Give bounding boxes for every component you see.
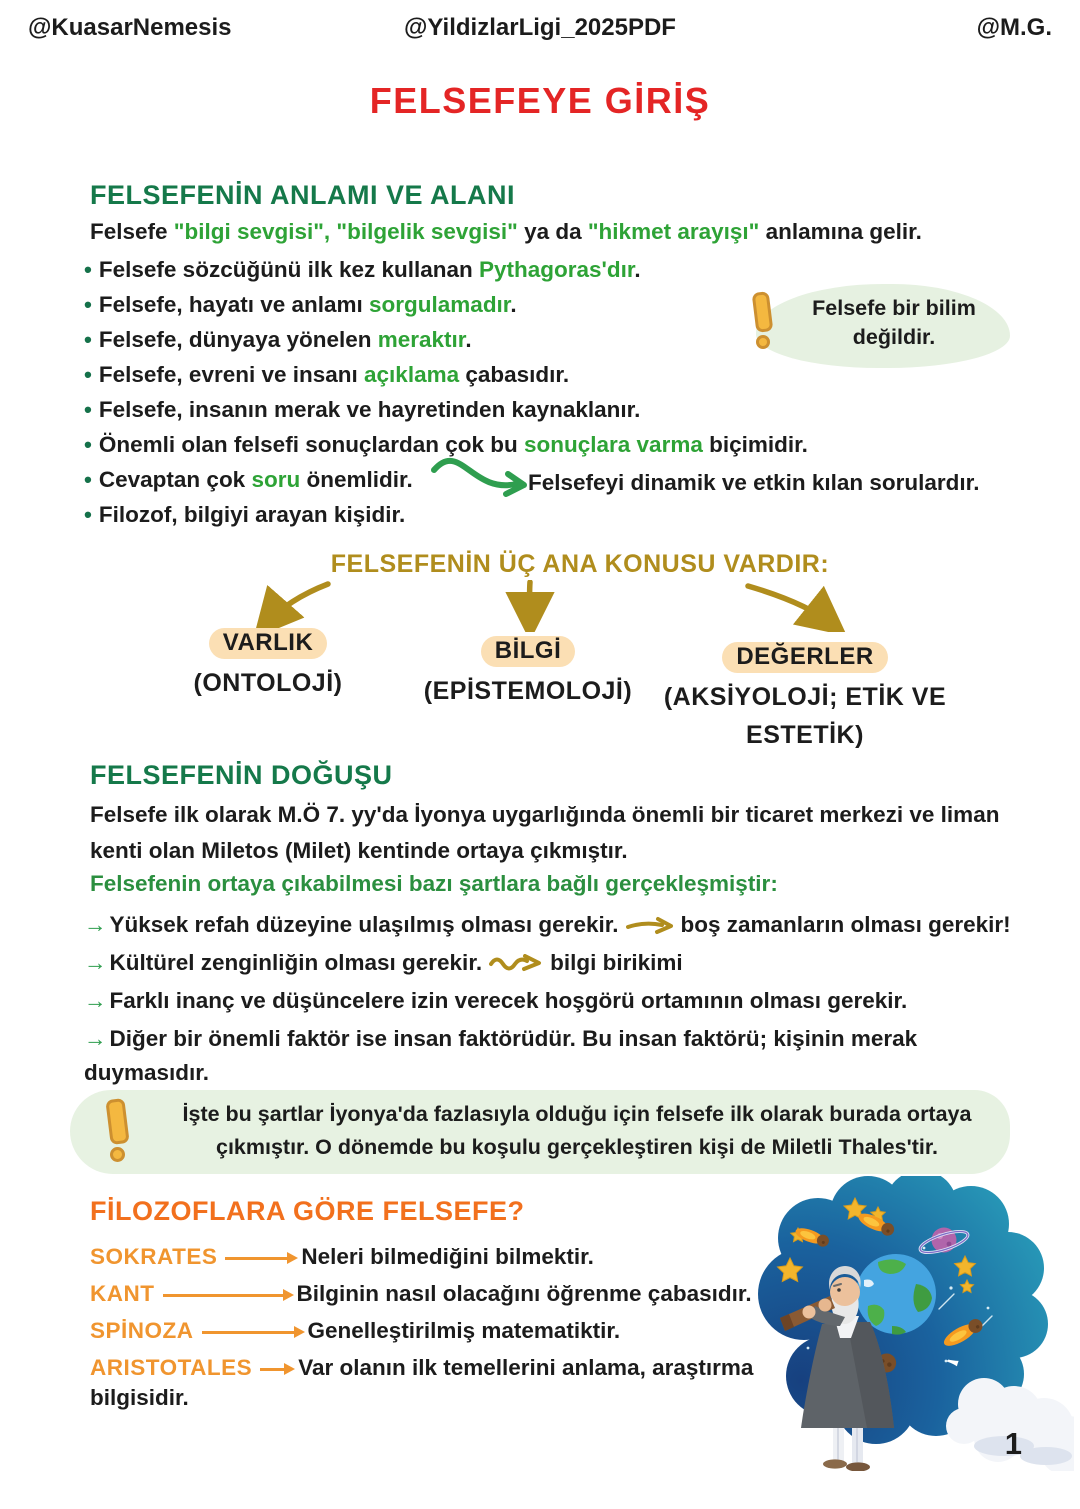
- curved-arrow-icon: [428, 446, 540, 502]
- condition-item: [84, 908, 1036, 942]
- page-title: FELSEFEYE GİRİŞ: [369, 80, 711, 121]
- philosopher-name: SPİNOZA: [90, 1318, 194, 1343]
- condition-item: [84, 984, 1036, 1018]
- branch-label: VARLIK: [209, 628, 328, 659]
- orange-arrow-icon: [225, 1257, 289, 1260]
- intro-line: Felsefe "bilgi sevgisi", "bilgelik sevgisi" ya da "hikmet arayışı" anlamına gelir.: [90, 219, 922, 244]
- exclamation-icon: [754, 292, 780, 349]
- bullet-item: • Önemli olan felsefi sonuçlardan çok bu sonuçlara varma biçimidir.: [84, 431, 874, 459]
- header-center-handle: @YildizlarLigi_2025PDF: [404, 14, 676, 41]
- section2-heading: FELSEFENİN DOĞUŞU: [90, 760, 393, 790]
- condition-text: Diğer bir önemli faktör ise insan faktörüdür. Bu insan faktörü; kişinin merak duymasıdır.: [84, 1026, 918, 1085]
- condition-text: Yüksek refah düzeyine ulaşılmış olması gerekir.: [109, 912, 619, 937]
- bullet-item: • Felsefe, hayatı ve anlamı sorgulamadır.: [84, 291, 874, 319]
- page-header: [28, 14, 1052, 42]
- orange-arrow-icon: [163, 1294, 285, 1297]
- note-bubble-text: Felsefe bir bilim değildir.: [812, 296, 976, 350]
- bullet-item: • Felsefe sözcüğünü ilk kez kullanan Pythagoras'dır.: [84, 256, 874, 284]
- diagram-heading: FELSEFENİN ÜÇ ANA KONUSU VARDIR:: [330, 550, 830, 578]
- condition-text: Farklı inanç ve düşüncelere izin verecek hoşgörü ortamının olması gerekir.: [109, 988, 908, 1013]
- exclamation-icon: [108, 1099, 134, 1162]
- philosopher-definition: Genelleştirilmiş matematiktir.: [307, 1318, 621, 1343]
- condition-text: Kültürel zenginliğin olması gerekir.: [109, 950, 483, 975]
- philosopher-definition: Neleri bilmediğini bilmektir.: [301, 1244, 594, 1269]
- condition-note: boş zamanların olması gerekir!: [680, 912, 1011, 937]
- branch-label: DEĞERLER: [722, 642, 887, 673]
- bullet-item: • Felsefe, evreni ve insanı açıklama çabasıdır.: [84, 361, 874, 389]
- arrow-bullet-icon: →: [84, 950, 107, 975]
- bullet-item: • Felsefe, dünyaya yönelen meraktır.: [84, 326, 874, 354]
- philosopher-name: KANT: [90, 1281, 155, 1306]
- arrow-bullet-icon: →: [84, 912, 107, 937]
- section3-heading: FİLOZOFLARA GÖRE FELSEFE?: [90, 1196, 525, 1226]
- condition-item: [84, 1022, 1036, 1090]
- philosopher-definition: Bilginin nasıl olacağını öğrenme çabasıdır.: [296, 1281, 752, 1306]
- gold-wavy-arrow-icon: [489, 954, 543, 974]
- branch-sublabel: (AKSİYOLOJİ; ETİK VE ESTETİK): [663, 683, 947, 749]
- section2-paragraph: Felsefe ilk olarak M.Ö 7. yy'da İyonya uygarlığında önemli bir ticaret merkezi ve liman kenti olan Miletos (Milet) kentinde ortaya çıkmıştır.: [90, 802, 1000, 863]
- branch-arrows-icon: [200, 580, 880, 632]
- header-right-handle: @M.G.: [976, 14, 1052, 41]
- philosopher-row: [90, 1242, 790, 1272]
- highlight-note-text: İşte bu şartlar İyonya'da fazlasıyla olduğu için felsefe ilk olarak burada ortaya çıkmıştır. O dönemde bu koşulu gerçekleştiren kişi de Miletli Thales'tir.: [182, 1102, 972, 1160]
- branch-sublabel: (EPİSTEMOLOJİ): [423, 677, 633, 705]
- branch-2: [413, 636, 643, 711]
- philosopher-row: [90, 1279, 790, 1309]
- philosopher-row: [90, 1353, 790, 1413]
- gold-arrow-icon: [626, 916, 674, 936]
- philosopher-name: ARISTOTALES: [90, 1355, 253, 1380]
- orange-arrow-icon: [202, 1331, 296, 1334]
- philosopher-definition: Var olanın ilk temellerini anlama, araştırma bilgisidir.: [90, 1355, 754, 1410]
- philosopher-row: [90, 1316, 790, 1346]
- condition-note: bilgi birikimi: [550, 950, 683, 975]
- branch-3: [655, 642, 955, 754]
- arrow-bullet-icon: →: [84, 988, 107, 1013]
- question-annotation: Felsefeyi dinamik ve etkin kılan sorulardır.: [528, 470, 980, 495]
- orange-arrow-icon: [260, 1368, 286, 1371]
- conditions-list: [84, 908, 1036, 1094]
- philosopher-space-illustration: [746, 1176, 1074, 1471]
- section1-heading: FELSEFENİN ANLAMI VE ALANI: [90, 180, 516, 210]
- note-bubble: [756, 284, 1010, 368]
- bullet-item: • Filozof, bilgiyi arayan kişidir.: [84, 501, 874, 529]
- philosopher-name: SOKRATES: [90, 1244, 218, 1269]
- header-left-handle: @KuasarNemesis: [28, 14, 232, 41]
- philosophers-list: [90, 1242, 790, 1420]
- arrow-bullet-icon: →: [84, 1026, 107, 1051]
- branch-1: [168, 628, 368, 703]
- branch-sublabel: (ONTOLOJİ): [193, 669, 343, 697]
- section2-subheading: Felsefenin ortaya çıkabilmesi bazı şartlara bağlı gerçekleşmiştir:: [90, 871, 778, 896]
- highlight-note: [70, 1090, 1010, 1174]
- bullet-item: • Cevaptan çok soru önemlidir.: [84, 466, 874, 494]
- page-number: 1: [1004, 1426, 1022, 1461]
- bullet-item: • Felsefe, insanın merak ve hayretinden kaynaklanır.: [84, 396, 874, 424]
- branch-label: BİLGİ: [481, 636, 576, 667]
- condition-item: [84, 946, 1036, 980]
